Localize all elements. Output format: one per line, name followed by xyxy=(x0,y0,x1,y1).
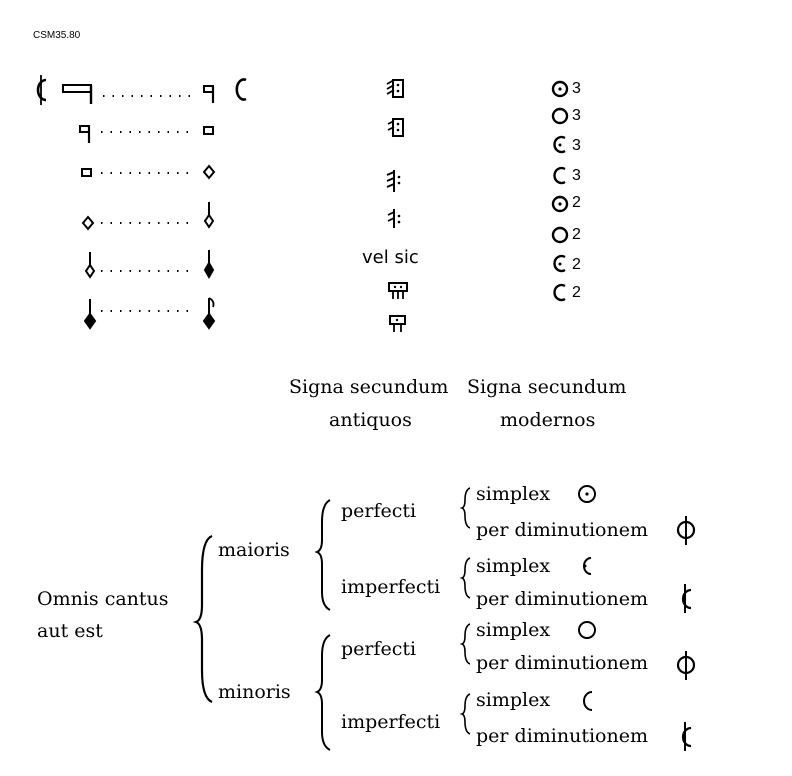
per-diminutionem-label: per diminutionem xyxy=(476,652,648,674)
semiminima-note xyxy=(205,250,213,277)
moderni-heading-line2: modernos xyxy=(500,409,596,431)
moderni-number: 3 xyxy=(572,107,581,124)
circle-sign xyxy=(579,622,595,638)
tree-braces-and-signs xyxy=(0,470,792,770)
minoris-label: minoris xyxy=(218,681,291,703)
moderni-number: 3 xyxy=(572,137,581,154)
root-label-line1: Omnis cantus xyxy=(37,588,169,610)
minima-note xyxy=(205,202,213,227)
small-brace xyxy=(462,488,470,528)
simplex-label: simplex xyxy=(476,689,551,711)
moderni-number: 2 xyxy=(572,284,581,301)
per-diminutionem-label: per diminutionem xyxy=(476,725,648,747)
antiqui-heading-line1: Signa secundum xyxy=(289,376,449,398)
moderni-number: 3 xyxy=(572,167,581,184)
c-sign xyxy=(584,692,592,710)
antiqui-sign-2 xyxy=(388,119,403,136)
brevis-note xyxy=(204,127,213,134)
cut-c-sign xyxy=(38,75,46,105)
vel-sic-label: vel sic xyxy=(362,247,419,268)
antiqui-sign-5 xyxy=(389,283,407,299)
maioris-label: maioris xyxy=(218,539,290,561)
antiqui-sign-1 xyxy=(387,80,403,97)
maxima-note xyxy=(63,85,91,104)
c-dot-sign xyxy=(555,137,565,152)
antiqui-sign-4 xyxy=(388,209,400,228)
semiminima-note xyxy=(85,299,95,328)
circle-sign xyxy=(553,109,567,123)
per-diminutionem-label: per diminutionem xyxy=(476,588,648,610)
minima-note xyxy=(86,252,94,277)
longa-note xyxy=(80,126,89,143)
moderni-sign-glyphs xyxy=(548,78,572,308)
c-sign xyxy=(555,168,565,183)
moderni-number: 2 xyxy=(572,256,581,273)
c-sign xyxy=(555,285,565,300)
small-brace xyxy=(462,558,470,598)
per-diminutionem-label: per diminutionem xyxy=(476,519,648,541)
root-label-line2: aut est xyxy=(37,620,103,642)
small-brace xyxy=(462,694,470,734)
figure-id: CSM35.80 xyxy=(33,30,81,41)
circle-dot-sign xyxy=(553,82,567,96)
imperfecti-label: imperfecti xyxy=(341,576,441,598)
antiqui-heading-line2: antiquos xyxy=(329,409,412,431)
circle-dot-sign xyxy=(553,197,567,211)
imperfecti-label: imperfecti xyxy=(341,711,441,733)
fusa-note xyxy=(204,298,214,328)
maioris-brace xyxy=(317,500,330,610)
cut-circle-sign xyxy=(678,516,694,545)
small-brace xyxy=(462,624,470,664)
circle-dot-sign xyxy=(579,486,595,502)
root-brace xyxy=(196,536,212,702)
cut-c-sign xyxy=(683,722,691,751)
brevis-note xyxy=(82,169,91,176)
moderni-number: 2 xyxy=(572,194,581,211)
cut-c-sign xyxy=(683,584,691,613)
circle-sign xyxy=(553,228,567,242)
semibrevis-note xyxy=(204,166,214,178)
perfecti-label: perfecti xyxy=(341,500,417,522)
moderni-number: 3 xyxy=(572,80,581,97)
longa-note xyxy=(204,86,213,103)
semibrevis-note xyxy=(83,217,93,229)
moderni-signs-list xyxy=(548,78,608,308)
moderni-number: 2 xyxy=(572,226,581,243)
simplex-label: simplex xyxy=(476,483,551,505)
antiqui-sign-6 xyxy=(390,316,405,332)
simplex-label: simplex xyxy=(476,619,551,641)
c-dot-sign xyxy=(555,256,565,271)
minoris-brace xyxy=(317,635,330,750)
note-equivalence-diagram xyxy=(0,0,792,340)
c-dot-sign xyxy=(584,558,592,574)
simplex-label: simplex xyxy=(476,555,551,577)
cut-circle-sign xyxy=(678,651,694,680)
perfecti-label: perfecti xyxy=(341,638,417,660)
antiqui-sign-3 xyxy=(387,170,400,192)
moderni-heading-line1: Signa secundum xyxy=(467,376,627,398)
c-sign xyxy=(237,80,246,100)
